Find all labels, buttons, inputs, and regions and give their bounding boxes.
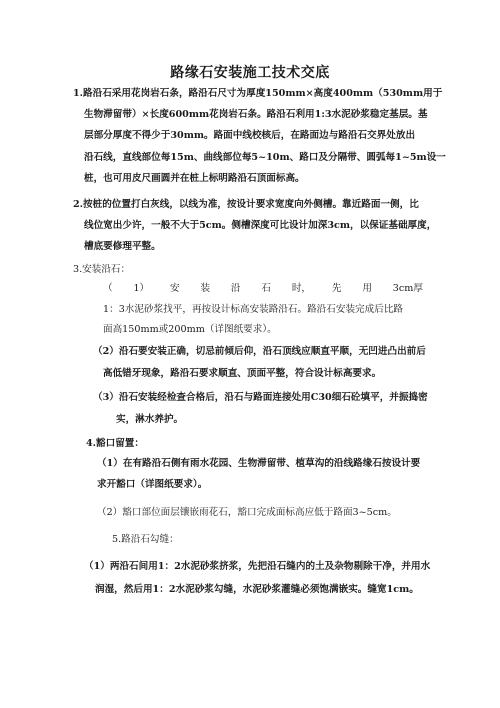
s3-item-1-line-3: 面高150mm或200mm（详图纸要求）。	[103, 324, 277, 335]
s3-item-3-line-1: （3）沿石安装经检查合格后，沿石与路面连接处用C30细石砼填平，并振捣密	[93, 392, 428, 403]
s3-1-part: 用	[362, 283, 372, 294]
s3-1-part: 沿	[230, 283, 241, 294]
s3-1-part: 安	[170, 283, 180, 294]
section-4-heading: 4.豁口留置：	[86, 438, 144, 449]
s3-item-2-line-1: （2）沿石要安装正确，切忌前倾后仰，沿石顶线应顺直平顺，无凹进凸出前后	[93, 346, 426, 357]
p1-line-5: 桩，也可用皮尺画圆并在桩上标明路沿石顶面标高。	[84, 173, 305, 184]
section-3-heading: 3.安装沿石：	[73, 264, 131, 275]
document-title: 路缘石安装施工技术交底	[170, 65, 330, 81]
s3-item-3-line-2: 实，淋水养护。	[116, 414, 184, 425]
s3-1-part: （	[103, 283, 113, 294]
p2-line-1: 2.按桩的位置打白灰线，以线为准，按设计要求宽度向外侧槽。靠近路面一侧，比	[73, 199, 419, 210]
s3-1-part: 先	[331, 283, 342, 294]
s3-item-2-line-2: 高低错牙现象，路沿石要求顺直、顶面平整，符合设计标高要求。	[103, 368, 382, 379]
s4-item-2: （2）豁口部位面层镶嵌雨花石，豁口完成面标高应低于路面3~5cm。	[97, 507, 397, 518]
s3-1-part: 时，	[291, 283, 312, 294]
s4-item-1-line-1: （1）在有路沿石侧有雨水花园、生物滞留带、植草沟的沿线路缘石按设计要	[97, 458, 421, 469]
p1-line-3: 层部分厚度不得少于30mm。路面中线校核后，在路面边与路沿石交界处放出	[84, 130, 416, 141]
s3-1-part: 1）	[133, 283, 150, 294]
p2-line-2: 线位宽出少许，一般不大于5cm。侧槽深度可比设计加深3cm，以保证基础厚度，	[84, 220, 437, 231]
p1-line-1: 1.路沿石采用花岗岩石条，路沿石尺寸为厚度150mm×高度400mm（530mm用于	[73, 88, 443, 99]
s3-1-part: 装	[200, 283, 211, 294]
p2-line-3: 槽底要修理平整。	[84, 241, 161, 252]
section-5-heading: 5.路沿石勾缝：	[112, 534, 179, 545]
s4-item-1-line-2: 求开豁口（详图纸要求）。	[97, 479, 208, 490]
s5-item-1-line-1: （1）两沿石间用1：2水泥砂浆挤浆，先把沿石缝内的土及杂物剔除干净，并用水	[84, 561, 431, 572]
p1-line-2: 生物滞留带）×长度600mm花岗岩石条。路沿石利用1:3水泥砂浆稳定基层。基	[84, 109, 428, 120]
p1-line-4: 沿石线，直线部位每15m、曲线部位每5~10m、路口及分隔带、圆弧每1~5m设一	[84, 152, 446, 163]
s5-item-1-line-2: 润湿，然后用1：2水泥砂浆勾缝，水泥砂浆灌缝必须饱满嵌实。缝宽1cm。	[95, 584, 419, 595]
s3-1-part: 3cm厚	[392, 283, 423, 294]
s3-item-1-line-2: 1：3水泥砂浆找平，再按设计标高安装路沿石。路沿石安装完成后比路	[103, 304, 404, 315]
s3-item-1-line-1	[103, 283, 423, 295]
s3-1-part: 石	[261, 283, 271, 294]
